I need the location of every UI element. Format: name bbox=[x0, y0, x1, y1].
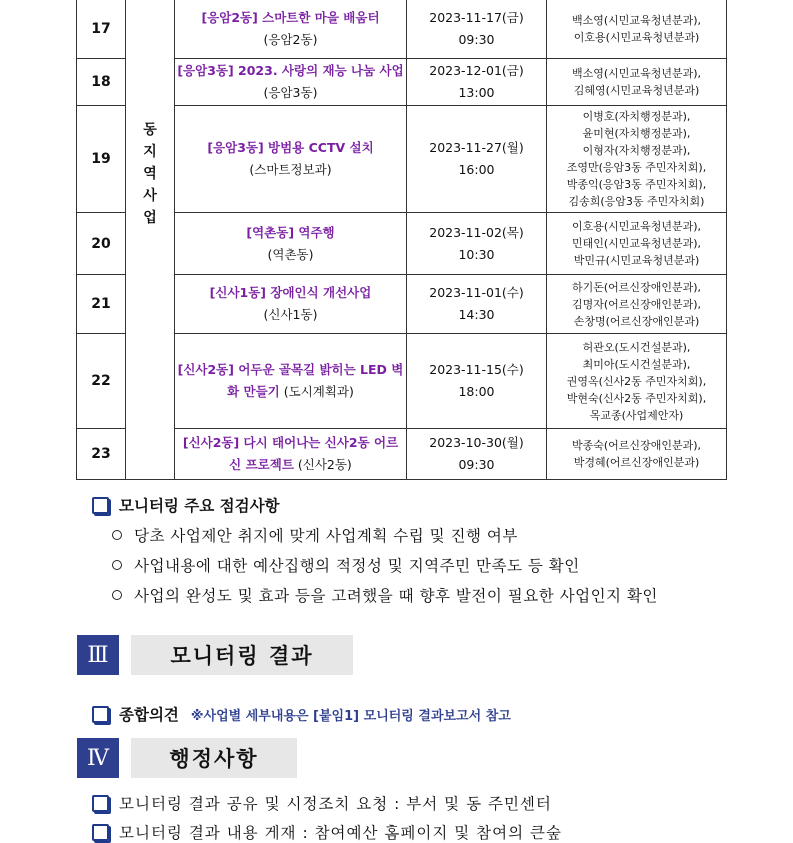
members-cell bbox=[547, 59, 727, 106]
table-row bbox=[77, 59, 727, 106]
project-name bbox=[175, 334, 407, 429]
member-name: 김송희(응암3동 주민자치회) bbox=[568, 195, 705, 208]
member-name: 윤미현(자치행정분과), bbox=[582, 127, 691, 140]
project-date bbox=[407, 275, 547, 334]
project-title: [신사1동] 장애인식 개선사업 bbox=[209, 285, 372, 300]
section-4-heading bbox=[77, 738, 297, 778]
member-name: 백소영(시민교육청년분과), bbox=[572, 13, 701, 27]
check-heading bbox=[92, 494, 280, 516]
member-name: 목교종(사업제안자) bbox=[589, 408, 684, 422]
checkbox-icon bbox=[92, 795, 109, 812]
circle-bullet-icon bbox=[112, 560, 122, 570]
project-table bbox=[76, 0, 727, 480]
section-3-heading bbox=[77, 635, 353, 675]
section-title: 모니터링 결과 bbox=[131, 635, 353, 675]
project-dept: (응암3동) bbox=[263, 85, 318, 100]
project-title: [응암2동] 스마트한 마을 배움터 bbox=[201, 9, 380, 25]
project-name bbox=[175, 106, 407, 213]
summary-heading bbox=[92, 703, 511, 725]
row-number: 23 bbox=[77, 429, 126, 480]
project-dept: (도시계획과) bbox=[279, 384, 354, 399]
roman-numeral: Ⅳ bbox=[77, 738, 119, 778]
project-dept: (신사2동) bbox=[293, 457, 352, 472]
project-date bbox=[407, 334, 547, 429]
row-number: 18 bbox=[77, 59, 126, 106]
member-name: 박민규(시민교육청년분과) bbox=[573, 254, 700, 267]
project-date bbox=[407, 213, 547, 275]
table-row bbox=[77, 275, 727, 334]
project-name bbox=[175, 0, 407, 59]
member-name: 이호용(시민교육청년분과), bbox=[572, 220, 701, 233]
project-date bbox=[407, 106, 547, 213]
time-text: 14:30 bbox=[458, 307, 495, 322]
check-item: 사업내용에 대한 예산집행의 적정성 및 지역주민 만족도 등 확인 bbox=[112, 554, 580, 576]
check-title: 모니터링 주요 점검사항 bbox=[119, 497, 280, 515]
project-name bbox=[175, 275, 407, 334]
row-number: 17 bbox=[77, 0, 126, 59]
member-name: 박종익(응암3동 주민자치회), bbox=[566, 178, 707, 191]
project-title: [역촌동] 역주행 bbox=[246, 224, 335, 240]
member-name: 최미아(도시건설분과), bbox=[582, 357, 691, 371]
project-name bbox=[175, 429, 407, 480]
member-name: 민태인(시민교육청년분과), bbox=[572, 237, 701, 250]
row-number: 19 bbox=[77, 106, 126, 213]
project-date bbox=[407, 59, 547, 106]
member-name: 김혜영(시민교육청년분과) bbox=[573, 84, 700, 97]
category-char: 역 bbox=[143, 166, 157, 182]
admin-item: 모니터링 결과 공유 및 시정조치 요청 : 부서 및 동 주민센터 bbox=[92, 792, 552, 814]
members-cell bbox=[547, 106, 727, 213]
date-text: 2023-10-30(월) bbox=[429, 435, 524, 450]
time-text: 13:00 bbox=[458, 85, 495, 100]
project-title: [응암3동] 2023. 사랑의 재능 나눔 사업 bbox=[177, 63, 404, 78]
project-title: [응암3동] 방범용 CCTV 설치 bbox=[207, 140, 374, 155]
member-name: 박경혜(어르신장애인분과) bbox=[573, 456, 700, 469]
date-text: 2023-11-01(수) bbox=[429, 285, 524, 300]
table-row bbox=[77, 0, 727, 59]
project-title: [신사2동] 다시 태어나는 신사2동 어르신 프로젝트 bbox=[182, 435, 399, 472]
member-name: 박현숙(신사2동 주민자치회), bbox=[566, 391, 707, 405]
circle-bullet-icon bbox=[112, 590, 122, 600]
members-cell bbox=[547, 0, 727, 59]
member-name: 이병호(자치행정분과), bbox=[582, 110, 691, 123]
time-text: 18:00 bbox=[458, 384, 495, 399]
project-name bbox=[175, 59, 407, 106]
project-title: [신사2동] 어두운 골목길 밝히는 LED 벽화 만들기 bbox=[177, 362, 404, 399]
members-cell bbox=[547, 213, 727, 275]
row-number: 20 bbox=[77, 213, 126, 275]
summary-title: 종합의견 bbox=[119, 706, 179, 724]
member-name: 김명자(어르신장애인분과), bbox=[572, 297, 701, 311]
project-dept: (역촌동) bbox=[267, 246, 314, 262]
row-number: 21 bbox=[77, 275, 126, 334]
date-text: 2023-11-15(수) bbox=[429, 362, 524, 377]
checkbox-icon bbox=[92, 824, 109, 841]
checkbox-icon bbox=[92, 497, 109, 514]
member-name: 백소영(시민교육청년분과), bbox=[572, 67, 701, 80]
members-cell bbox=[547, 429, 727, 480]
member-name: 손창명(어르신장애인분과) bbox=[573, 314, 700, 328]
member-name: 허관오(도시건설분과), bbox=[582, 340, 691, 354]
section-title: 행정사항 bbox=[131, 738, 297, 778]
admin-item: 모니터링 결과 내용 게재 : 참여예산 홈페이지 및 참여의 큰숲 bbox=[92, 821, 562, 843]
date-text: 2023-11-02(목) bbox=[429, 224, 524, 240]
check-item: 당초 사업제안 취지에 맞게 사업계획 수립 및 진행 여부 bbox=[112, 524, 518, 546]
category-char: 업 bbox=[143, 210, 157, 226]
project-name bbox=[175, 213, 407, 275]
roman-numeral: Ⅲ bbox=[77, 635, 119, 675]
member-name: 이호용(시민교육청년분과) bbox=[573, 30, 700, 44]
date-text: 2023-12-01(금) bbox=[429, 63, 524, 78]
table-row bbox=[77, 106, 727, 213]
member-name: 박종숙(어르신장애인분과), bbox=[572, 439, 701, 452]
project-date bbox=[407, 429, 547, 480]
table-row bbox=[77, 429, 727, 480]
members-cell bbox=[547, 334, 727, 429]
time-text: 09:30 bbox=[458, 457, 495, 472]
project-dept: (신사1동) bbox=[263, 307, 318, 322]
project-date bbox=[407, 0, 547, 59]
time-text: 10:30 bbox=[458, 246, 495, 262]
date-text: 2023-11-27(월) bbox=[429, 140, 524, 155]
member-name: 이형자(자치행정분과), bbox=[582, 144, 691, 157]
check-item: 사업의 완성도 및 효과 등을 고려했을 때 향후 발전이 필요한 사업인지 확인 bbox=[112, 584, 658, 606]
category-cell bbox=[126, 0, 175, 480]
date-text: 2023-11-17(금) bbox=[429, 9, 524, 25]
category-char: 사 bbox=[143, 188, 157, 204]
category-char: 지 bbox=[143, 144, 157, 160]
table-row bbox=[77, 334, 727, 429]
members-cell bbox=[547, 275, 727, 334]
project-dept: (응암2동) bbox=[263, 31, 318, 47]
checkbox-icon bbox=[92, 706, 109, 723]
summary-note: ※사업별 세부내용은 [붙임1] 모니터링 결과보고서 참고 bbox=[190, 708, 511, 724]
row-number: 22 bbox=[77, 334, 126, 429]
member-name: 조영만(응암3동 주민자치회), bbox=[566, 161, 707, 174]
circle-bullet-icon bbox=[112, 530, 122, 540]
member-name: 권영옥(신사2동 주민자치회), bbox=[566, 374, 707, 388]
time-text: 16:00 bbox=[458, 162, 495, 177]
member-name: 하기돈(어르신장애인분과), bbox=[572, 280, 701, 294]
category-char: 동 bbox=[143, 122, 157, 138]
time-text: 09:30 bbox=[458, 31, 495, 47]
project-dept: (스마트정보과) bbox=[249, 162, 332, 177]
table-row bbox=[77, 213, 727, 275]
